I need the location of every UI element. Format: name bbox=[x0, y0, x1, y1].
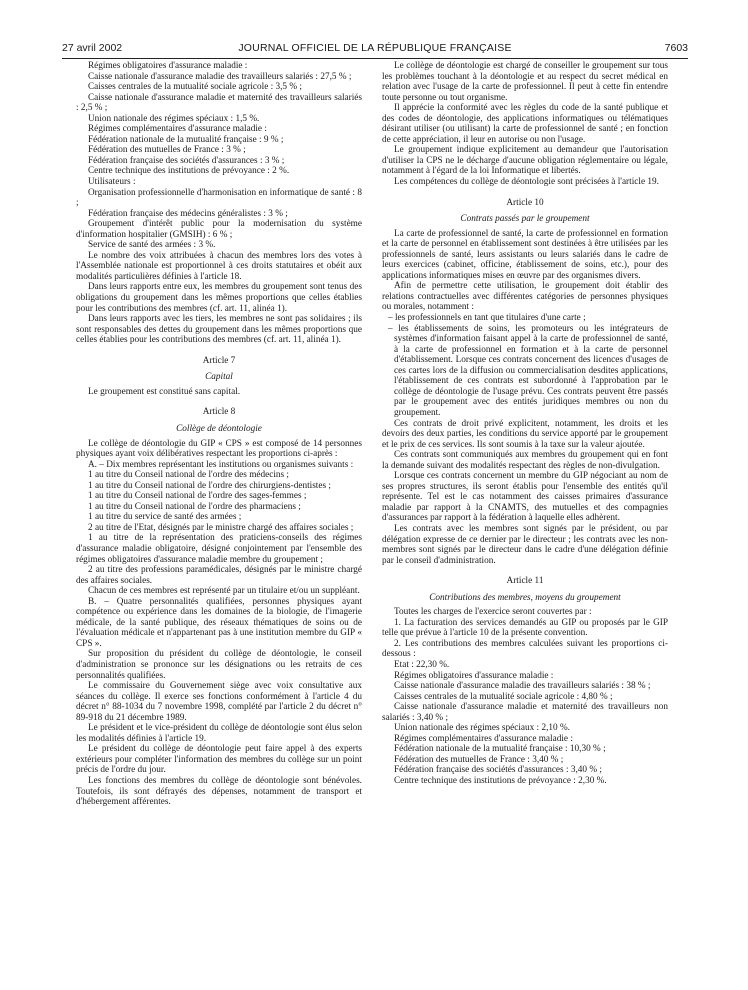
paragraph: Les compétences du collège de déontologie sont précisées à l'article 19. bbox=[394, 177, 659, 188]
paragraph: Sur proposition du président du collège de déontologie, le conseil d'administration se prononce sur les désignations ou les retraits de ces personnalités qualifiées. bbox=[76, 649, 362, 681]
paragraph: Union nationale des régimes spéciaux : 1,5 %. bbox=[88, 113, 260, 124]
paragraph: La carte de professionnel de santé, la carte de professionnel en formation et la carte de personnel en établissement sont destinées à être utilisées par les professionnels de santé, leurs assistants ou leurs salariés dans le cadre de leurs exercices (cabinet, officine, établissement de soins, etc.), pour des applications informatiques mises en œuvre par des organismes divers. bbox=[382, 228, 668, 281]
paragraph: Les fonctions des membres du collège de déontologie sont bénévoles. Toutefois, ils sont défrayés des dépenses, notamment de transport et d'hébergement afférentes. bbox=[76, 776, 362, 808]
paragraph: 1 au titre du Conseil national de l'ordre des chirurgiens-dentistes ; bbox=[88, 480, 331, 491]
paragraph: 1 au titre du service de santé des armées ; bbox=[88, 512, 242, 523]
header-page-number: 7603 bbox=[664, 42, 688, 54]
paragraph: Dans leurs rapports entre eux, les membres du groupement sont tenus des obligations du groupement dans les mêmes proportions que celles établies pour les contributions des membres (cf. art. 11, alinéa 1). bbox=[76, 282, 362, 314]
paragraph: Ces contrats sont communiqués aux membres du groupement qui en font la demande suivant des modalités respectant des règles de non-divulgation. bbox=[382, 450, 668, 471]
paragraph: 1 au titre du Conseil national de l'ordre des médecins ; bbox=[88, 470, 290, 481]
paragraph: Caisses centrales de la mutualité sociale agricole : 3,5 % ; bbox=[88, 82, 302, 93]
article-subtitle: Capital bbox=[205, 372, 233, 383]
paragraph: Etat : 22,30 %. bbox=[394, 659, 450, 670]
paragraph: Caisse nationale d'assurance maladie et maternité des travailleurs salariés : 2,5 % ; bbox=[76, 92, 362, 114]
section-label: Régimes obligatoires d'assurance maladie : bbox=[88, 61, 248, 71]
paragraph: Le président du collège de déontologie peut faire appel à des experts extérieurs pour compléter l'information des membres du collège sur un point précis de l'ordre du jour. bbox=[76, 744, 362, 776]
paragraph: Caisse nationale d'assurance maladie des travailleurs salariés : 38 % ; bbox=[394, 681, 651, 692]
left-column bbox=[76, 61, 362, 808]
header-date: 27 avril 2002 bbox=[62, 42, 123, 54]
paragraph: 1 au titre du Conseil national de l'ordre des pharmaciens ; bbox=[88, 501, 301, 512]
paragraph: Le commissaire du Gouvernement siège avec voix consultative aux séances du collège. Il exerce ses fonctions conformément à l'article 4 du décret n° 88-1034 du 7 novembre 1998, complété par l'article 2 du décret n° 89-918 du 21 décembre 1989. bbox=[76, 681, 362, 723]
section-label: Régimes obligatoires d'assurance maladie : bbox=[394, 670, 554, 681]
header-rule bbox=[62, 58, 688, 59]
article-heading: Article 10 bbox=[506, 197, 544, 208]
paragraph: Fédération des mutuelles de France : 3,40 % ; bbox=[394, 754, 564, 765]
paragraph: Afin de permettre cette utilisation, le groupement doit établir des relations contractuelles avec différentes catégories de personnes physiques ou morales, notamment : bbox=[382, 281, 668, 313]
paragraph: Ces contrats de droit privé explicitent, notamment, les droits et les devoirs des deux parties, les conditions du service apporté par le groupement et le prix de ces services. Ils sont soumis à la taxe sur la valeur ajoutée. bbox=[382, 418, 668, 450]
paragraph: Union nationale des régimes spéciaux : 2,10 %. bbox=[394, 723, 570, 734]
list-item: – les professionnels en tant que titulaires d'une carte ; bbox=[388, 313, 586, 324]
article-heading: Article 7 bbox=[202, 355, 236, 366]
paragraph: Service de santé des armées : 3 %. bbox=[88, 240, 216, 251]
section-label: Régimes complémentaires d'assurance maladie : bbox=[88, 124, 267, 135]
paragraph: Fédération française des sociétés d'assurances : 3 % ; bbox=[88, 155, 285, 166]
paragraph: Centre technique des institutions de prévoyance : 2,30 %. bbox=[394, 776, 607, 786]
paragraph: Groupement d'intérêt public pour la modernisation du système d'information hospitalier (GMSIH) : 6 % ; bbox=[76, 219, 362, 240]
article-subtitle: Contributions des membres, moyens du groupement bbox=[429, 592, 621, 603]
paragraph: 1 au titre de la représentation des praticiens-conseils des régimes d'assurance maladie obligatoire, désigné conjointement par l'ensemble des régimes obligatoires d'assurance maladie membre du groupement ; bbox=[76, 533, 362, 565]
right-column bbox=[382, 61, 668, 787]
paragraph: Caisse nationale d'assurance maladie et maternité des travailleurs non salariés : 3,40 % ; bbox=[382, 702, 668, 723]
paragraph: 1. La facturation des services demandés au GIP ou proposés par le GIP telle que prévue à l'article 10 de la présente convention. bbox=[382, 617, 668, 639]
paragraph: Fédération française des médecins généralistes : 3 % ; bbox=[88, 208, 288, 219]
paragraph: Lorsque ces contrats concernent un membre du GIP négociant au nom de ses propres structures, ils seront établis pour l'ensemble des entités qu'il représente. Tel est le cas notamment des caisses primaires d'assurance maladie par rapport à la CNAMTS, des mutuelles et des compagnies d'assurances par rapport à la fédération à laquelle elles adhèrent. bbox=[382, 471, 668, 524]
paragraph: Organisation professionnelle d'harmonisation en informatique de santé : 8 ; bbox=[76, 187, 362, 209]
paragraph: Le groupement indique explicitement au demandeur que l'autorisation d'utiliser la CPS ne le décharge d'aucune obligation réglementaire ou légale, notamment à l'égard de la loi Informatique et libertés. bbox=[382, 145, 668, 177]
paragraph: Fédération nationale de la mutualité française : 10,30 % ; bbox=[394, 744, 606, 755]
paragraph: Chacun de ces membres est représenté par un titulaire et/ou un suppléant. bbox=[88, 586, 360, 597]
article-subtitle: Contrats passés par le groupement bbox=[460, 214, 590, 225]
section-label: Utilisateurs : bbox=[88, 177, 136, 188]
paragraph: Caisse nationale d'assurance maladie des travailleurs salariés : 27,5 % ; bbox=[88, 71, 352, 82]
paragraph: Centre technique des institutions de prévoyance : 2 %. bbox=[88, 166, 290, 177]
paragraph: Le président et le vice-président du collège de déontologie sont élus selon les modalités définies à l'article 19. bbox=[76, 723, 362, 744]
paragraph: Fédération nationale de la mutualité française : 9 % ; bbox=[88, 134, 284, 145]
article-heading: Article 8 bbox=[202, 407, 236, 418]
paragraph: Dans leurs rapports avec les tiers, les membres ne sont pas solidaires ; ils sont responsables des dettes du groupement dans les mêmes proportions que celles établies pour les contributions des membres (cf. art. 11, alinéa 1). bbox=[76, 314, 362, 346]
article-heading: Article 11 bbox=[506, 576, 544, 587]
paragraph: Le collège de déontologie est chargé de conseiller le groupement sur tous les problèmes touchant à la déontologie et au respect du secret médical en relation avec l'usage de la carte de professionnel. Il peut à cette fin entendre toute personne ou tout organisme. bbox=[382, 61, 668, 103]
paragraph: A. – Dix membres représentant les institutions ou organismes suivants : bbox=[88, 459, 354, 470]
paragraph: 2 au titre des professions paramédicales, désignés par le ministre chargé des affaires sociales. bbox=[76, 565, 362, 586]
list-item: – les établissements de soins, les promoteurs ou les intégrateurs de systèmes d'information faisant appel à la carte de professionnel de santé, à la carte de professionnel en formation et à la carte de personnel d'établissement. Lorsque ces contrats concernent des licences d'usages de ces cartes lors de la diffusion ou commercialisation desdites applications, l'établissement de ces contrats est subordonné à l'approbation par le collège de déontologie de l'usage prévu. Ces contrats peuvent être passés par le groupement avec des entités juridiques membres ou non du groupement. bbox=[388, 323, 668, 418]
paragraph: Les contrats avec les membres sont signés par le président, ou par délégation expresse de ce dernier par le directeur ; les contrats avec les non-membres sont signés par le directeur dans le cadre d'une délégation définie par le conseil d'administration. bbox=[382, 523, 668, 566]
paragraph: 2 au titre de l'Etat, désignés par le ministre chargé des affaires sociales ; bbox=[88, 522, 354, 533]
paragraph: Fédération des mutuelles de France : 3 % ; bbox=[88, 145, 246, 156]
paragraph: Toutes les charges de l'exercice seront couvertes par : bbox=[394, 607, 592, 618]
paragraph: Caisses centrales de la mutualité sociale agricole : 4,80 % ; bbox=[394, 691, 613, 702]
paragraph: Le collège de déontologie du GIP « CPS » est composé de 14 personnes physiques ayant voix délibératives respectant les proportions ci-après : bbox=[76, 438, 362, 460]
paragraph: Le nombre des voix attribuées à chacun des membres lors des votes à l'Assemblée nationale est proportionnel à ces droits statutaires et obéit aux modalités particulières définies à l'article 18. bbox=[76, 250, 362, 282]
paragraph: Le groupement est constitué sans capital. bbox=[88, 386, 241, 397]
section-label: Régimes complémentaires d'assurance maladie : bbox=[394, 733, 573, 744]
paragraph: 1 au titre du Conseil national de l'ordre des sages-femmes ; bbox=[88, 491, 307, 502]
page-header bbox=[62, 42, 688, 56]
paragraph: 2. Les contributions des membres calculées suivant les proportions ci-dessous : bbox=[382, 638, 668, 660]
paragraph: Fédération française des sociétés d'assurances : 3,40 % ; bbox=[394, 765, 602, 776]
article-subtitle: Collège de déontologie bbox=[176, 423, 262, 434]
paragraph: B. – Quatre personnalités qualifiées, personnes physiques ayant compétence ou expérience dans les domaines de la biologie, de l'imagerie médicale, de la santé publique, des réseaux thématiques de soins ou de l'évaluation médicale et n'appartenant pas à une institution membre du GIP « CPS ». bbox=[76, 596, 362, 649]
paragraph: Il apprécie la conformité avec les règles du code de la santé publique et des codes de déontologie, des applications informatiques ou télématiques désirant utiliser (ou utilisant) la carte de professionnel de santé ; en fonction de cette appréciation, il leur en autorise ou non l'usage. bbox=[382, 103, 668, 145]
header-title: JOURNAL OFFICIEL DE LA RÉPUBLIQUE FRANÇAISE bbox=[238, 42, 512, 54]
